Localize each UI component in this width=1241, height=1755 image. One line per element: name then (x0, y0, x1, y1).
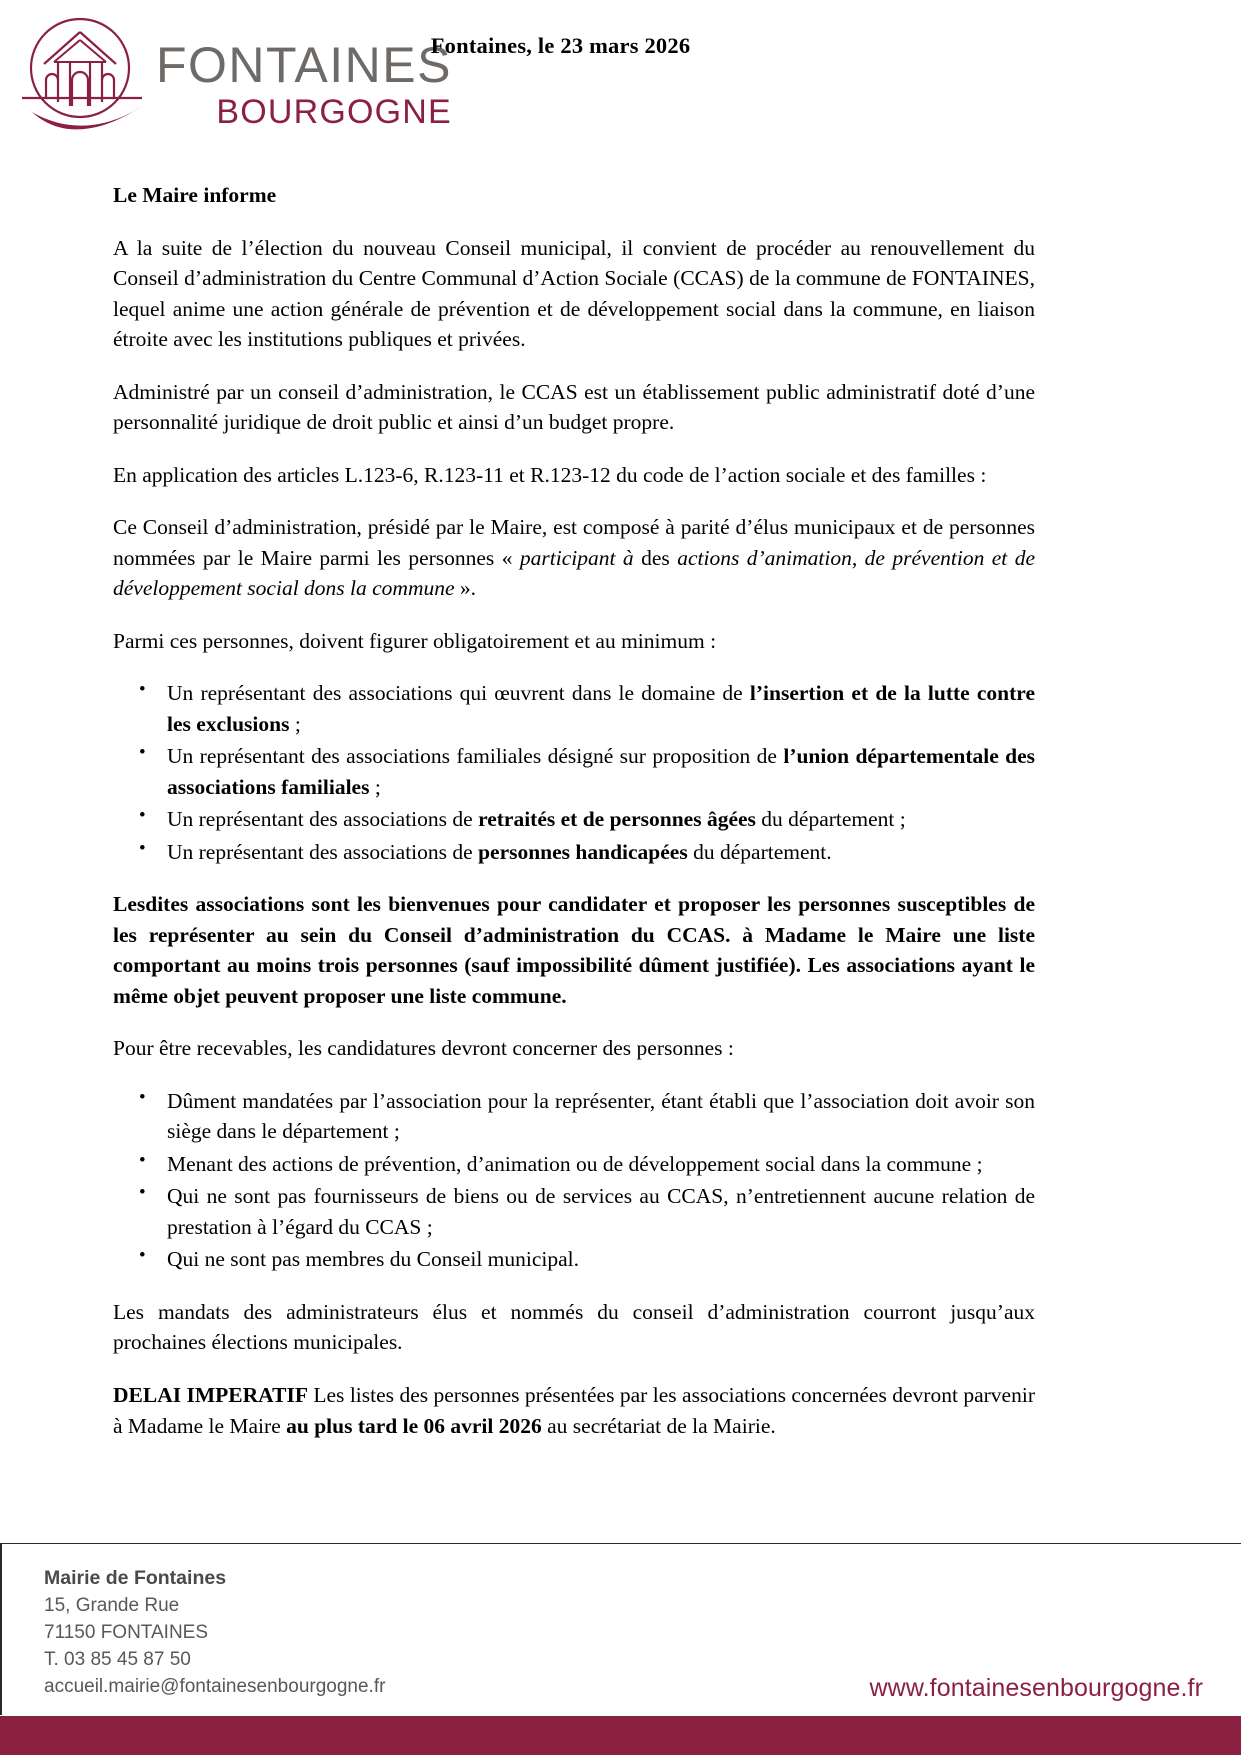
bullet-pre: Un représentant des associations familiales désigné sur proposition de (167, 744, 784, 769)
deadline-date: au plus tard le 06 avril 2026 (286, 1413, 542, 1438)
bullet-post: du département ; (755, 807, 906, 832)
paragraph-mandates: Les mandats des administrateurs élus et nommés du conseil d’administration courront jusqu’aux prochaines élections municipales. (113, 1299, 1035, 1355)
paragraph-articles: En application des articles L.123-6, R.123-11 et R.123-12 du code de l’action sociale et des familles : (113, 462, 987, 487)
bullet-pre: Un représentant des associations de (167, 807, 479, 832)
footer-email[interactable]: accueil.mairie@fontainesenbourgogne.fr (44, 1675, 386, 1697)
bullet-bold: personnes handicapées (478, 839, 688, 864)
paragraph-administration: Administré par un conseil d’administration, le CCAS est un établissement public administratif doté d’une personnalité juridique de droit public et ainsi d’un budget propre. (113, 379, 1035, 435)
bullet-bold: l’union départementale des associations familiales (167, 744, 1035, 799)
document-body (113, 180, 1035, 1463)
list-item (165, 678, 1035, 739)
deadline-label: DELAI IMPERATIF (113, 1382, 308, 1407)
list-item: • Dûment mandatées par l’association pour la représenter, étant établi que l’association doit avoir son siège dans le département ; (165, 1086, 1035, 1147)
bullet-post: du département. (687, 839, 832, 864)
footer-street: 15, Grande Rue (44, 1594, 180, 1616)
paragraph-admissibility-intro: Pour être recevables, les candidatures devront concerner des personnes : (113, 1036, 734, 1061)
footer-organization: Mairie de Fontaines (44, 1567, 227, 1589)
list-item (165, 837, 1035, 868)
fountain-building-circle-icon (14, 14, 150, 132)
composition-italic-two: actions d’animation, de prévention et de développement social dons la commune (113, 545, 1035, 601)
required-members-list (113, 678, 1035, 867)
list-item: • Qui ne sont pas membres du Conseil municipal. (165, 1244, 1035, 1275)
bullet-pre: Un représentant des associations de (167, 839, 479, 864)
deadline-mid: Les listes des personnes présentées par les associations concernées devront parvenir à Madame le Maire (113, 1382, 1035, 1438)
paragraph-deadline (113, 1380, 1035, 1441)
logo-word-fontaines: FONTAINES (156, 37, 452, 93)
deadline-tail: au secrétariat de la Mairie. (541, 1413, 776, 1438)
paragraph-call-for-applications: Lesdites associations sont les bienvenues pour candidater et proposer les personnes susceptibles de les représenter au sein du Conseil d’administration du CCAS. à Madame le Maire une liste comportant au moins trois personnes (sauf impossibilité dûment justifiée). Les associations ayant le même objet peuvent proposer une liste commune. (113, 892, 1035, 1008)
composition-lead: Ce Conseil d’administration, présidé par le Maire, est composé à parité d’élus municipaux et de personnes nommées par le Maire parmi les personnes « (113, 515, 1035, 570)
date-line: Fontaines, le 23 mars 2026 (430, 33, 691, 58)
list-item: • Qui ne sont pas fournisseurs de biens ou de services au CCAS, n’entretiennent aucune relation de prestation à l’égard du CCAS ; (165, 1181, 1035, 1242)
composition-tail: ». (454, 576, 477, 601)
bullet-bold: l’insertion et de la lutte contre les exclusions (167, 681, 1035, 736)
footer-phone: T. 03 85 45 87 50 (44, 1648, 191, 1670)
list-item (165, 741, 1035, 802)
list-item (165, 804, 1035, 835)
paragraph-intro: A la suite de l’élection du nouveau Conseil municipal, il convient de procéder au renouvellement du Conseil d’administration du Centre Communal d’Action Sociale (CCAS) de la commune de FONTAINES, lequel anime une action générale de prévention et de développement social dans la commune, en liaison étroite avec les institutions publiques et privées. (113, 235, 1035, 352)
bullet-post: ; (289, 711, 301, 736)
paragraph-minimum-intro: Parmi ces personnes, doivent figurer obligatoirement et au minimum : (113, 628, 717, 653)
municipality-logo (14, 14, 452, 132)
footer-website-url[interactable]: www.fontainesenbourgogne.fr (869, 1674, 1203, 1702)
footer-accent-bar (0, 1716, 1241, 1755)
paragraph-composition (113, 512, 1035, 604)
bullet-post: ; (369, 774, 381, 799)
list-item: • Menant des actions de prévention, d’animation ou de développement social dans la commune ; (165, 1149, 1035, 1180)
section-title: Le Maire informe (113, 183, 277, 207)
logo-word-bourgogne: BOURGOGNE (216, 93, 452, 131)
bullet-pre: Un représentant des associations qui œuvrent dans le domaine de (167, 681, 750, 706)
bullet-bold: retraités et de personnes âgées (478, 807, 756, 832)
composition-italic-one: participant à (519, 545, 634, 570)
footer-city: 71150 FONTAINES (44, 1621, 209, 1643)
footer-address-block (44, 1565, 385, 1701)
document-header (0, 0, 1241, 160)
composition-mid: des (633, 545, 678, 570)
admissibility-conditions-list (113, 1086, 1035, 1275)
